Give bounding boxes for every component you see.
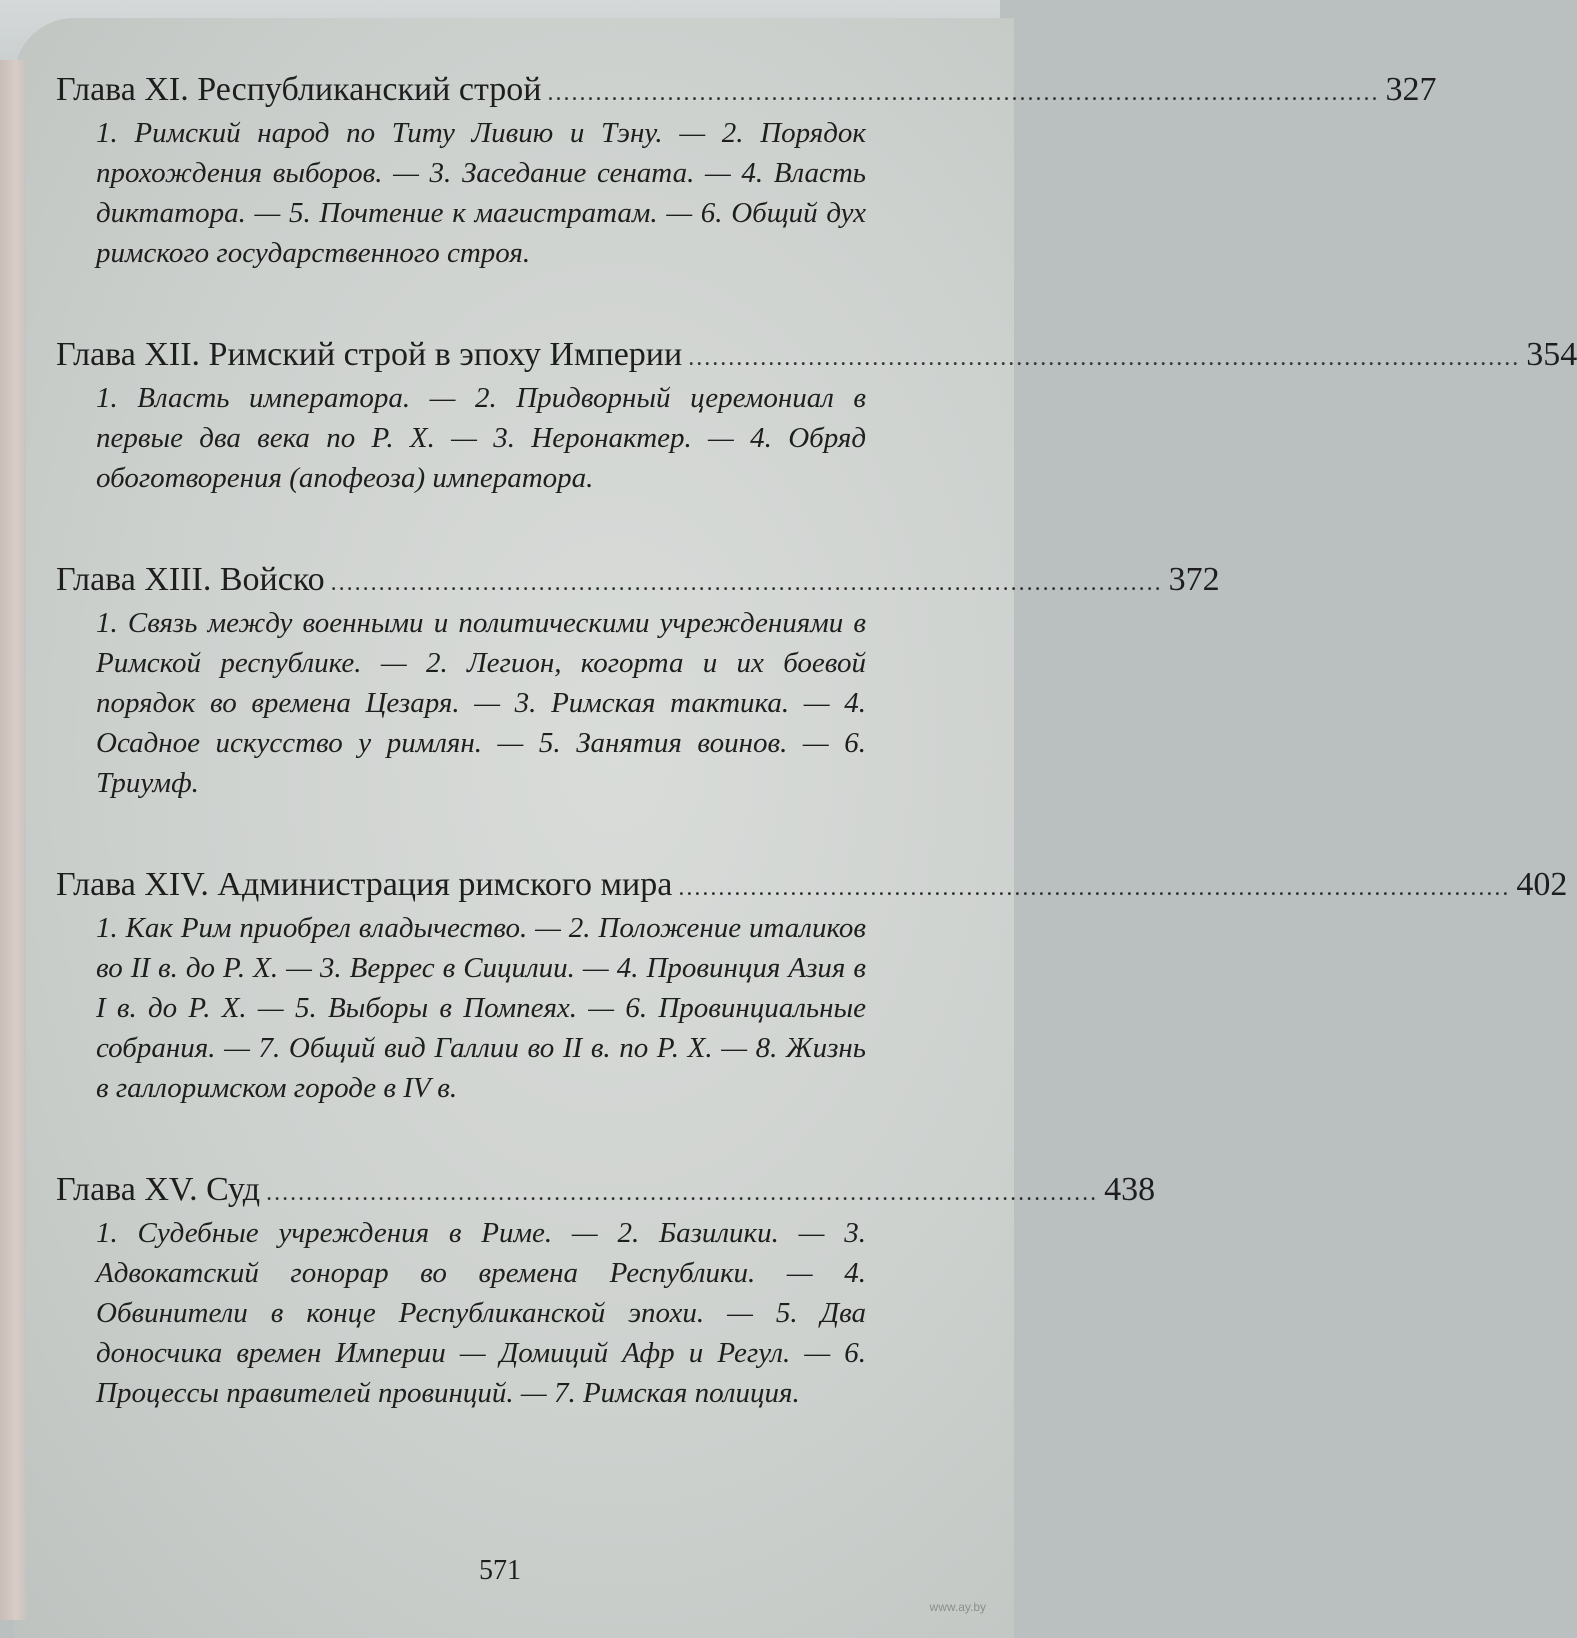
- toc-entry-xiii: [56, 560, 1220, 803]
- page-number: 402: [1516, 866, 1568, 903]
- toc-entry-xii: [56, 335, 1577, 498]
- chapter-title: Глава XIII. Войско: [56, 561, 325, 598]
- chapter-title: Глава XIV. Администрация римского мира: [56, 866, 673, 903]
- dot-leader: ........................................................................................................: [688, 345, 1521, 371]
- toc-entry-xv: [56, 1170, 1156, 1413]
- page-number: 372: [1168, 561, 1220, 598]
- toc-entry-heading: [56, 865, 1568, 908]
- dot-leader: ........................................................................................................: [678, 875, 1511, 901]
- page-number: 438: [1104, 1171, 1156, 1208]
- chapter-contents: 1. Как Рим приобрел владычество. — 2. Положение италиков во II в. до Р. Х. — 3. Веррес в Сицилии. — 4. Провинция Азия в I в. до Р. Х. — 5. Выборы в Помпеях. — 6. Провинциальные собрания. — 7. Общий вид Галлии во II в. по Р. Х. — 8. Жизнь в галлоримском городе в IV в.: [96, 912, 866, 1104]
- chapter-contents: 1. Судебные учреждения в Риме. — 2. Базилики. — 3. Адвокатский гонорар во времена Республики. — 4. Обвинители в конце Республиканской эпохи. — 5. Два доносчика времен Империи — Домиций Афр и Регул. — 6. Процессы правителей провинций. — 7. Римская полиция.: [96, 1217, 866, 1409]
- chapter-contents: 1. Связь между военными и политическими учреждениями в Римской республике. — 2. Легион, когорта и их боевой порядок во времена Цезаря. — 3. Римская тактика. — 4. Осадное искусство у римлян. — 5. Занятия воинов. — 6. Триумф.: [96, 607, 866, 799]
- page-number: 327: [1385, 71, 1437, 108]
- dot-leader: ........................................................................................................: [547, 80, 1380, 106]
- chapter-title: Глава XII. Римский строй в эпоху Империи: [56, 336, 683, 373]
- page-edge: [0, 60, 26, 1620]
- table-of-contents: [56, 70, 1577, 1413]
- dot-leader: ........................................................................................................: [266, 1180, 1099, 1206]
- toc-entry-heading: [56, 560, 1220, 603]
- chapter-title: Глава XI. Республиканский строй: [56, 71, 542, 108]
- toc-entry-heading: [56, 335, 1577, 378]
- toc-entry-xi: [56, 70, 1437, 273]
- toc-entry-xiv: [56, 865, 1568, 1108]
- watermark: www.ay.by: [929, 1600, 986, 1614]
- toc-entry-heading: [56, 1170, 1156, 1213]
- page-folio: 571: [479, 1555, 521, 1586]
- chapter-contents: 1. Римский народ по Титу Ливию и Тэну. — 2. Порядок прохождения выборов. — 3. Заседание сената. — 4. Власть диктатора. — 5. Почтение к магистратам. — 6. Общий дух римского государственного строя.: [96, 117, 866, 269]
- toc-entry-heading: [56, 70, 1437, 113]
- page-number: 354: [1526, 336, 1577, 373]
- chapter-contents: 1. Власть императора. — 2. Придворный церемониал в первые два века по Р. Х. — 3. Неронактер. — 4. Обряд обоготворения (апофеоза) императора.: [96, 382, 866, 494]
- dot-leader: ........................................................................................................: [330, 570, 1163, 596]
- chapter-title: Глава XV. Суд: [56, 1171, 261, 1208]
